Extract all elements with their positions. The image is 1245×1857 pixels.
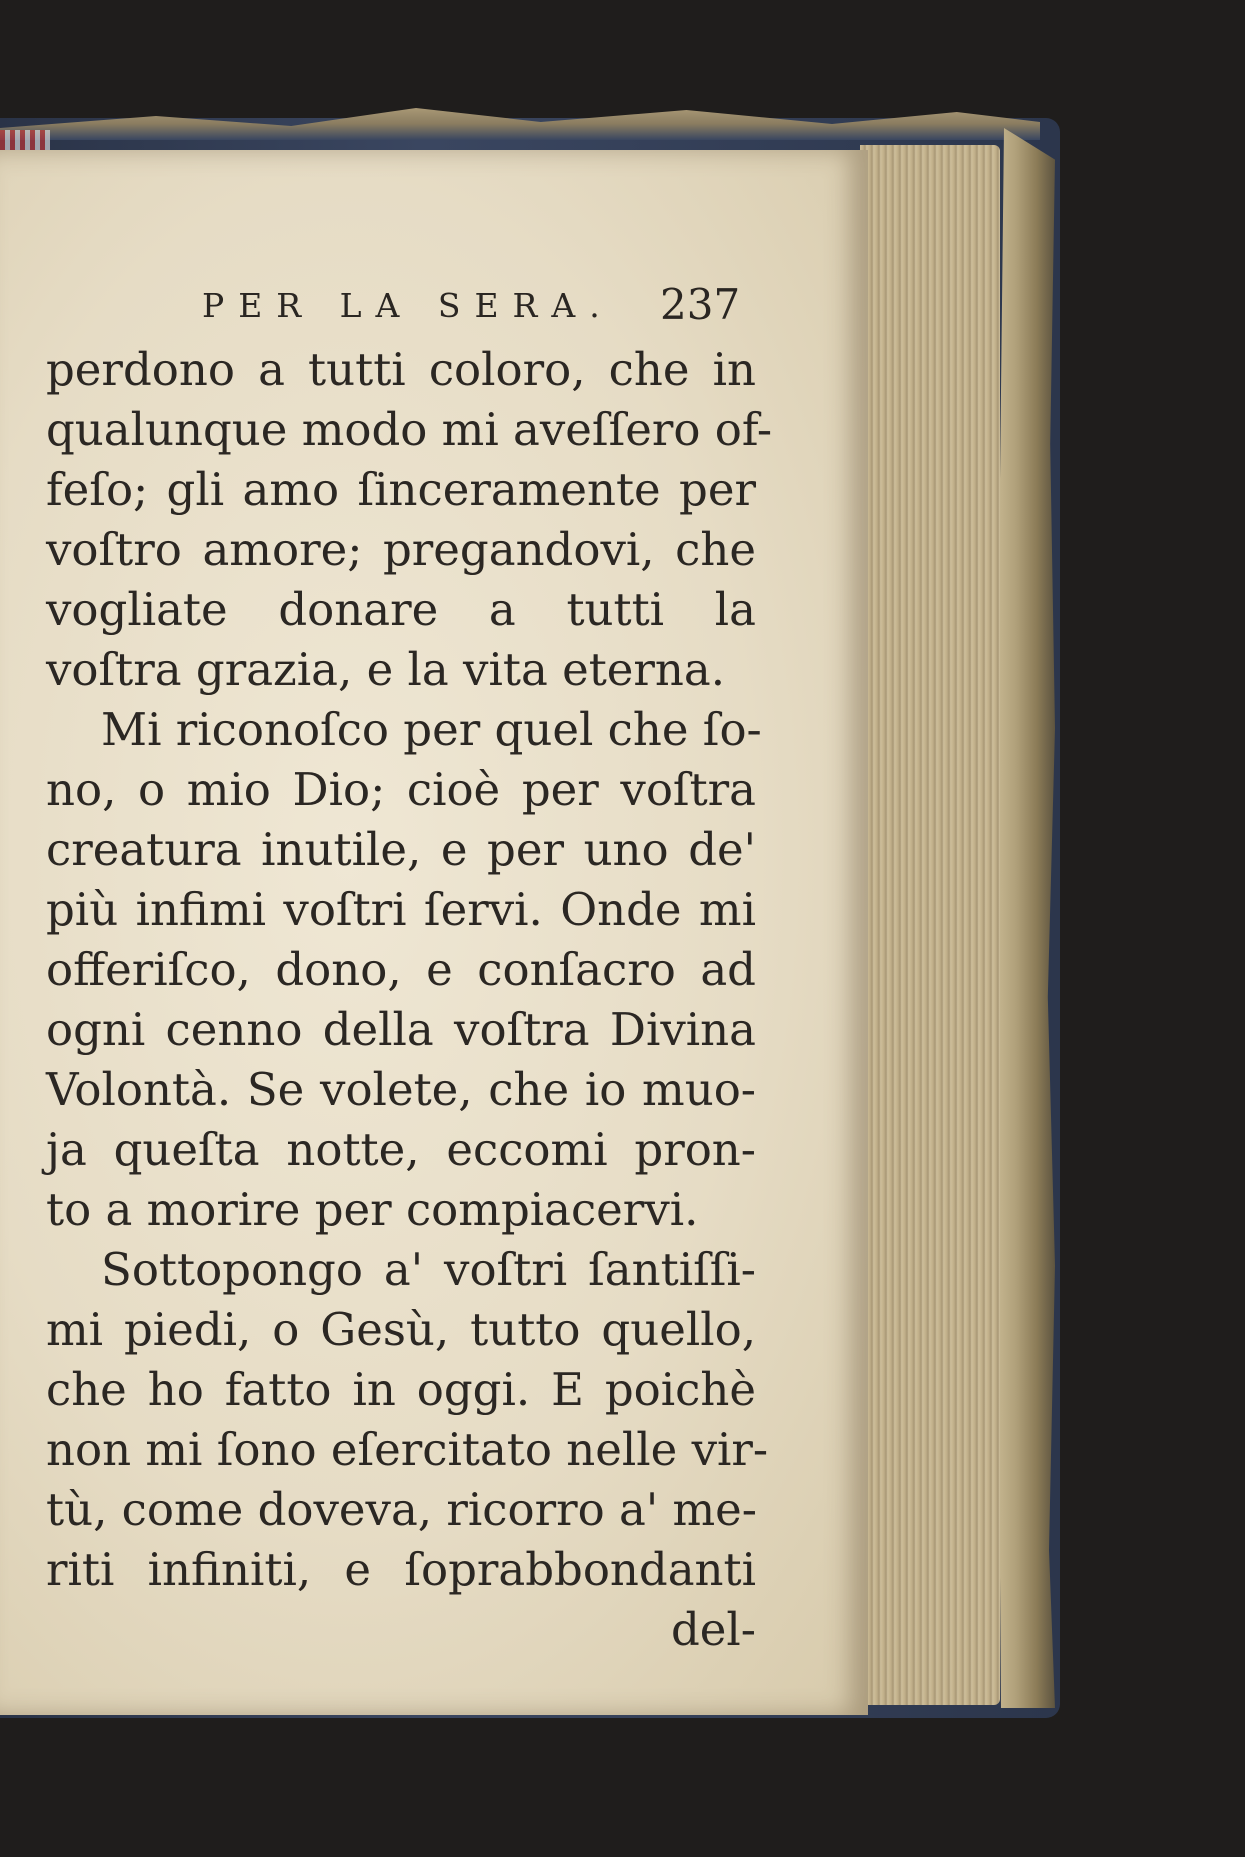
running-head-title: PER LA SERA.	[202, 286, 614, 325]
text-line: non mi ſono eſercitato nelle vir-	[46, 1423, 769, 1476]
worn-spine	[995, 128, 1055, 1708]
text-line: ogni cenno della voſtra Divina	[46, 1003, 756, 1056]
text-line: riti infiniti, e ſoprabbondanti	[46, 1543, 756, 1596]
text-line: no, o mio Dio; cioè per voſtra	[46, 763, 756, 816]
text-line: perdono a tutti coloro, che in	[46, 343, 756, 396]
text-line: voſtra grazia, e la vita eterna.	[46, 643, 726, 696]
torn-cover-edge	[0, 100, 1040, 140]
text-line: feſo; gli amo ſinceramente per	[46, 463, 756, 516]
text-line: più infimi voſtri ſervi. Onde mi	[46, 883, 756, 936]
text-line: voſtro amore; pregandovi, che	[46, 523, 756, 576]
page-text	[46, 340, 773, 1660]
running-head	[0, 280, 770, 332]
text-line: Volontà. Se volete, che io muo-	[46, 1063, 756, 1116]
text-line: tù, come doveva, ricorro a' me-	[46, 1483, 758, 1536]
text-line: ja queſta notte, eccomi pron-	[46, 1123, 756, 1176]
page-number: 237	[660, 280, 741, 329]
text-line: che ho fatto in oggi. E poichè	[46, 1363, 756, 1416]
text-line: qualunque modo mi aveſſero of-	[46, 403, 773, 456]
catchword: del-	[670, 1603, 756, 1656]
text-line: Sottopongo a' voſtri ſantiſſi-	[101, 1243, 756, 1296]
text-line: vogliate donare a tutti la	[46, 583, 756, 636]
text-line: creatura inutile, e per uno de'	[46, 823, 756, 876]
text-line: to a morire per compiacervi.	[46, 1183, 699, 1236]
page-edges	[860, 145, 1000, 1705]
text-line: mi piedi, o Gesù, tutto quello,	[46, 1303, 756, 1356]
text-line: Mi riconoſco per quel che ſo-	[101, 703, 762, 756]
text-line: offeriſco, dono, e conſacro ad	[46, 943, 756, 996]
